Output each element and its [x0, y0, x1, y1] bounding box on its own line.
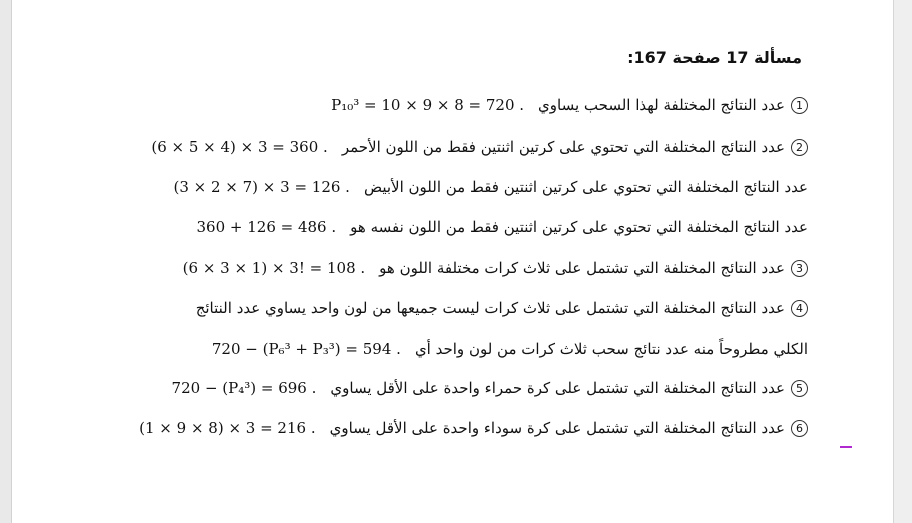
item-line: [108, 95, 808, 115]
item-math: 720 − (P₆³ + P₃³) = 594 .: [211, 340, 401, 358]
item-text: عدد النتائج المختلفة التي تشتمل على ثلاث كرات مختلفة اللون هو: [379, 259, 785, 277]
item-text: عدد النتائج المختلفة لهذا السحب يساوي: [538, 96, 785, 114]
item-line: [108, 418, 808, 438]
item-line: [108, 298, 808, 318]
item-text: الكلي مطروحاً منه عدد نتائج سحب ثلاث كرات من لون واحد أي: [414, 340, 808, 358]
item-math: 720 − (P₄³) = 696 .: [171, 379, 317, 397]
item-line: [108, 137, 808, 157]
item-text: عدد النتائج المختلفة التي تحتوي على كرتين اثنتين فقط من اللون الأحمر: [341, 138, 785, 156]
item-math: (1 × 9 × 8) × 3 = 216 .: [139, 419, 316, 437]
document-page: [12, 0, 892, 523]
item-number-circle: 2: [791, 139, 808, 156]
item-number-circle: 1: [791, 97, 808, 114]
text-cursor-mark: [840, 446, 852, 448]
item-number-circle: 5: [791, 380, 808, 397]
left-margin-strip: [0, 0, 12, 523]
item-math: 360 + 126 = 486 .: [196, 218, 337, 236]
item-number-circle: 3: [791, 260, 808, 277]
item-line: [108, 339, 808, 359]
item-line: [108, 177, 808, 197]
item-math: P₁₀³ = 10 × 9 × 8 = 720 .: [331, 96, 525, 114]
item-line: [108, 258, 808, 278]
item-math: (6 × 3 × 1) × 3! = 108 .: [182, 259, 366, 277]
item-line: [108, 217, 808, 237]
right-scrollbar-strip[interactable]: [893, 0, 912, 523]
item-text: عدد النتائج المختلفة التي تشتمل على كرة حمراء واحدة على الأقل يساوي: [330, 379, 785, 397]
item-math: (3 × 2 × 7) × 3 = 126 .: [173, 178, 350, 196]
item-text: عدد النتائج المختلفة التي تحتوي على كرتين اثنتين فقط من اللون نفسه هو: [350, 218, 808, 236]
item-line: [108, 378, 808, 398]
problem-title: مسألة 17 صفحة 167:: [627, 48, 802, 67]
item-number-circle: 4: [791, 300, 808, 317]
item-text: عدد النتائج المختلفة التي تشتمل على كرة سوداء واحدة على الأقل يساوي: [329, 419, 785, 437]
item-text: عدد النتائج المختلفة التي تحتوي على كرتين اثنتين فقط من اللون الأبيض: [363, 178, 808, 196]
item-number-circle: 6: [791, 420, 808, 437]
item-math: (6 × 5 × 4) × 3 = 360 .: [151, 138, 328, 156]
item-text: عدد النتائج المختلفة التي تشتمل على ثلاث كرات ليست جميعها من لون واحد يساوي عدد النتائج: [195, 299, 785, 317]
